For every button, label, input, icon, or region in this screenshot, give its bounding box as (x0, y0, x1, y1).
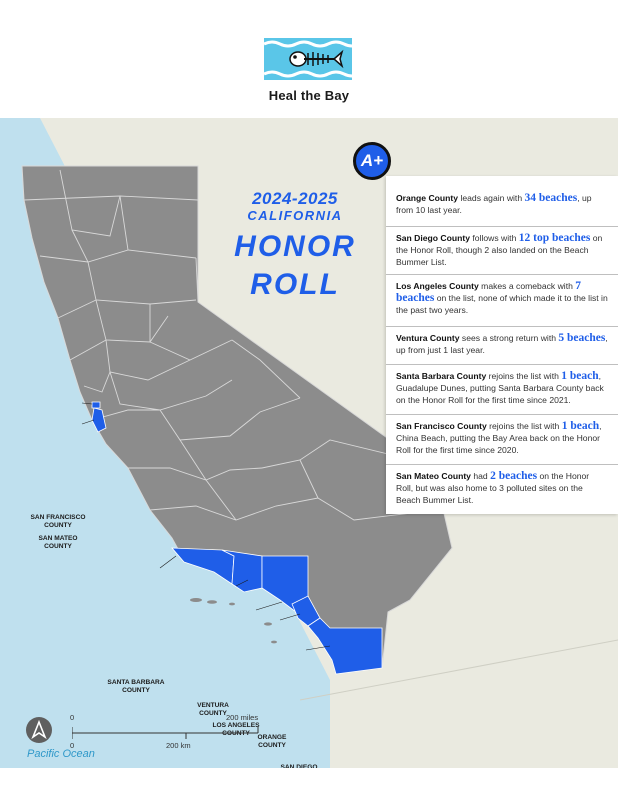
san-francisco-county (92, 402, 100, 408)
label-los-angeles: LOS ANGELES COUNTY (212, 722, 260, 737)
divider (386, 414, 618, 415)
brand-name: Heal the Bay (268, 88, 350, 103)
entry-san-mateo: San Mateo County had 2 beaches on the Honor Roll, but was also home to 3 polluted sites on the Beach Bummer List. (396, 470, 590, 505)
title-year: 2024-2025 (252, 189, 338, 208)
divider (386, 226, 618, 227)
scale-miles-zero: 0 (70, 713, 75, 722)
label-santa-barbara: SANTA BARBARA COUNTY (107, 679, 165, 694)
title-main: HONOR ROLL (234, 230, 356, 301)
heal-the-bay-logo (264, 38, 352, 80)
a-plus-badge: A+ (353, 142, 391, 180)
title-state: CALIFORNIA (247, 208, 343, 223)
info-panel (386, 176, 618, 514)
divider (386, 364, 618, 365)
entry-san-diego: San Diego County follows with 12 top beaches on the Honor Roll, though 2 also landed on the Beach Bummer List. (396, 232, 603, 267)
north-arrow-icon (26, 717, 52, 743)
pacific-ocean-label: Pacific Ocean (27, 748, 95, 760)
header (0, 0, 618, 118)
entry-los-angeles: Los Angeles County makes a comeback with 7 beaches on the list, none of which made it to the list in the past two years. (396, 280, 608, 315)
entry-orange: Orange County leads again with 34 beaches, up from 10 last year. (396, 192, 592, 215)
label-orange: ORANGE COUNTY (257, 734, 287, 749)
scale-bar (72, 726, 262, 740)
entry-ventura: Ventura County sees a strong return with 5 beaches, up from just 1 last year. (396, 332, 608, 355)
label-ventura: VENTURA COUNTY (197, 702, 229, 717)
entry-san-francisco: San Francisco County rejoins the list with 1 beach, China Beach, putting the Bay Area back on the Honor Roll for the first time since 2020. (396, 420, 602, 455)
scale-km-zero: 0 (70, 741, 75, 750)
label-san-francisco: SAN FRANCISCO COUNTY (30, 514, 86, 529)
scale-km-max: 200 km (166, 741, 191, 750)
entry-santa-barbara: Santa Barbara County rejoins the list with 1 beach, Guadalupe Dunes, putting Santa Barbara County back on the Honor Roll for the first time since 2021. (396, 370, 604, 405)
label-san-mateo: SAN MATEO COUNTY (38, 535, 78, 550)
divider (386, 274, 618, 275)
footer (0, 768, 618, 800)
scale-miles-max: 200 miles (226, 713, 259, 722)
honor-roll-title (210, 190, 380, 304)
divider (386, 464, 618, 465)
divider (386, 326, 618, 327)
